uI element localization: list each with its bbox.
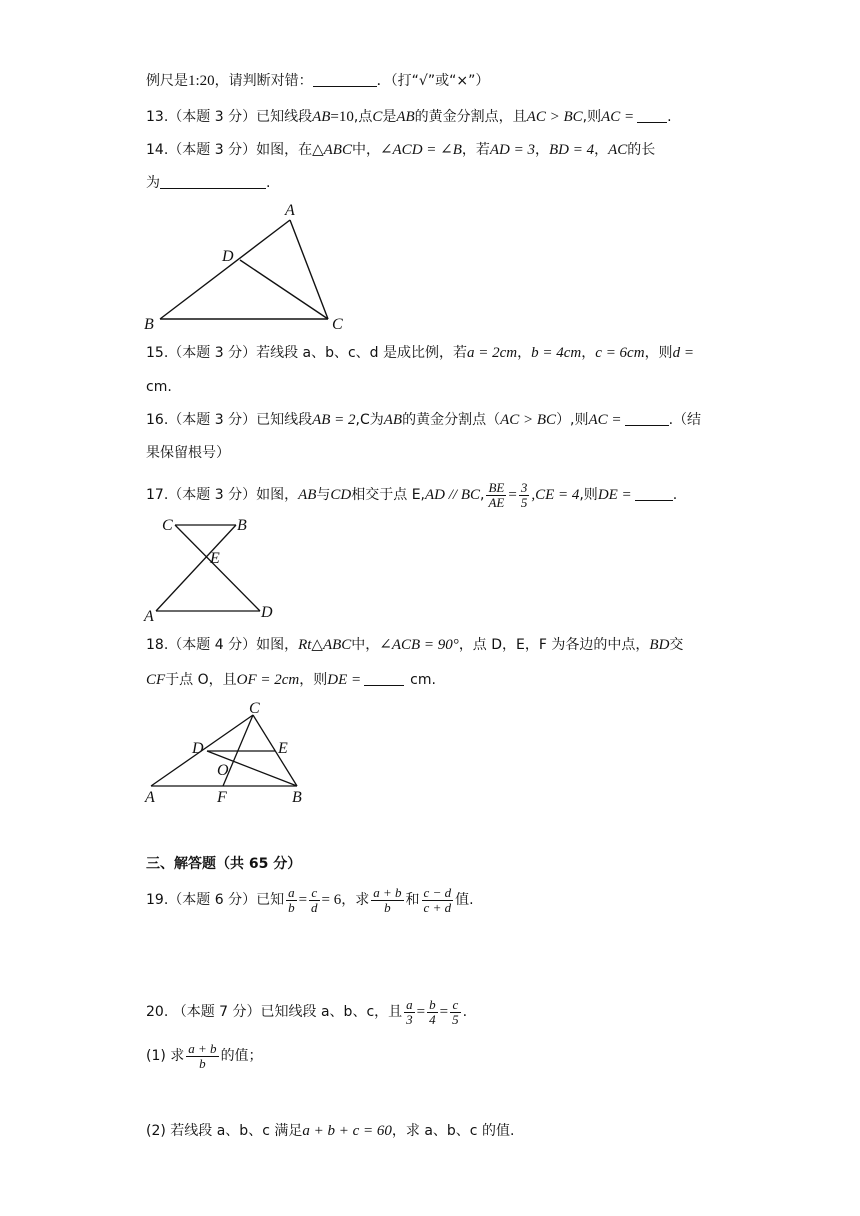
q15-text: ， [517,345,532,361]
q18-answer-blank[interactable] [364,671,404,686]
q20-fraction [427,998,438,1027]
q17-text: , [480,487,485,503]
q18-label-a: A [145,789,155,806]
q15-math: b = 4cm [531,345,582,361]
q20-frac-den: 3 [406,1011,413,1027]
q12-text: 例尺是 [146,73,188,89]
q14-label-a: A [285,202,295,219]
q19-frac-den: c + d [423,899,452,915]
q14-math: BD = 4 [549,142,595,158]
q20-frac-num: a [406,996,413,1012]
q15-line2 [146,376,172,398]
q19-math: = 6 [321,892,342,908]
q16-math: AB = 2 [312,412,356,428]
q19-frac-num: a [288,884,295,900]
q14-label-d: D [222,248,234,265]
q19-frac-den: b [384,899,391,915]
q15-math: d = [672,345,694,361]
q16-text: ,C为 [355,412,384,428]
q18-label-d: D [192,740,204,757]
q14-triangle-diagram [140,198,360,338]
q16-math: AC = [588,412,622,428]
q18-right-triangle-diagram [140,698,320,808]
q15-line [146,342,694,364]
q20-math: a + b + c = 60 [302,1123,392,1139]
q17-crossing-lines-diagram [140,514,290,624]
q20-part2-prefix: (2) 若线段 a、b、c 满足 [146,1123,303,1139]
q20-part2 [146,1120,514,1142]
q15-unit: cm. [146,379,172,395]
q20-text: . [462,1004,468,1020]
q19-fraction [371,886,403,915]
q14-figure [140,198,360,338]
q18-math: BD [649,637,670,653]
q18-label-o: O [217,762,229,779]
q19-text: 和 [405,892,420,908]
q17-text: . [672,487,678,503]
q17-label-c: C [162,517,173,534]
q20-text: ，求 a、b、c 的值. [391,1123,515,1139]
q17-math: DE = [597,487,632,503]
q17-frac-den: AE [488,494,505,510]
q15-prefix: 15.（本题 3 分）若线段 a、b、c、d 是成比例，若 [146,345,468,361]
q20-fraction [450,998,461,1027]
q18-text: 中， [351,637,380,653]
q17-fraction-be-ae [486,481,506,510]
q17-line [146,475,677,515]
q12-text: ．（打“√”或“×”） [376,73,490,89]
q17-answer-blank[interactable] [635,486,673,501]
q19-prefix: 19.（本题 6 分）已知 [146,892,285,908]
q19-fraction [422,886,454,915]
q16-text: 的黄金分割点（ [402,412,501,428]
q14-line [146,139,655,161]
q17-math: AB [298,487,317,503]
q17-label-d: D [261,604,273,621]
section-title: 三、解答题（共 65 分） [146,856,302,872]
q13-math: AC > BC [526,109,583,125]
q16-prefix: 16.（本题 3 分）已知线段 [146,412,313,428]
q20-text: 的值； [220,1048,263,1064]
q17-math: AD // BC [425,487,480,503]
q20-frac-den: 5 [452,1011,459,1027]
q12-answer-blank[interactable] [313,72,377,87]
q19-frac-num: a + b [373,884,402,900]
q14-math: ∠ACD = ∠B [379,142,462,158]
q14-label-c: C [332,316,343,333]
q17-frac-den: 5 [520,494,528,510]
q13-text: 的黄金分割点，且 [414,109,527,125]
q17-prefix: 17.（本题 3 分）如图， [146,487,299,503]
q18-math: ∠ACB = 90° [379,637,459,653]
q14-label-b: B [144,316,154,333]
q17-label-e: E [210,550,220,567]
q12-text: ，请判断对错： [214,73,313,89]
q13-answer-blank[interactable] [637,108,667,123]
q14-answer-blank[interactable] [160,174,266,189]
q13-math: =10 [330,109,354,125]
q20-part1 [146,1036,263,1076]
q17-text: ,则 [579,487,598,503]
q19-frac-num: c − d [423,884,452,900]
q17-label-a: A [144,608,154,624]
q16-text: ）,则 [556,412,589,428]
q17-frac-num: BE [488,479,505,495]
q18-text: 于点 O，且 [165,672,237,688]
q17-frac-num: 3 [520,479,528,495]
q17-figure [140,514,290,624]
q18-line2 [146,669,436,691]
q20-frac-num: c [450,998,461,1013]
q18-text: 交 [669,637,684,653]
q14-line2 [146,172,270,194]
q14-text: . [266,175,271,191]
q20-frac-den: 4 [429,1011,436,1027]
q14-text: ， [594,142,609,158]
q16-line2 [146,442,230,464]
q17-text: 相交于点 E, [351,487,425,503]
q18-figure [140,698,320,808]
q19-text: ，求 [341,892,370,908]
q13-math: AB [396,109,415,125]
q19-frac-num: c [309,886,320,901]
q16-line [146,409,701,431]
q14-prefix: 14.（本题 3 分）如图，在 [146,142,313,158]
q14-text: 为 [146,175,160,191]
q17-math: = [508,487,517,503]
q13-line [146,106,672,128]
q20-frac-den: b [199,1055,206,1071]
q18-line [146,634,683,656]
q17-text: 与 [316,487,331,503]
q12-ratio: 1:20 [188,73,215,89]
q19-frac-den: b [288,899,295,915]
q20-part1-prefix: (1) 求 [146,1048,185,1064]
q20-math: = [439,1004,449,1020]
q14-text: ， [535,142,549,158]
q16-text: .（结 [668,412,702,428]
q17-fraction-3-5 [519,481,530,510]
q18-math: OF = 2cm [236,672,300,688]
q13-text: 是 [382,109,397,125]
q19-fraction [309,886,320,915]
q17-math: CD [330,487,352,503]
q19-fraction [286,886,297,915]
q20-fraction [404,998,415,1027]
q16-math: AB [383,412,403,428]
q15-math: a = 2cm [467,345,518,361]
q13-text: . [667,109,672,125]
q18-math: Rt△ABC [298,637,352,653]
q20-prefix: 20. （本题 7 分）已知线段 a、b、c，且 [146,1004,403,1020]
q18-label-c: C [249,700,260,717]
q18-label-f: F [217,789,227,806]
q18-math: DE = [327,672,362,688]
q14-text: ，若 [461,142,490,158]
q14-math: △ABC [312,142,352,158]
q18-math: CF [146,672,166,688]
q15-text: ， [581,345,596,361]
q20-frac-num: a + b [188,1040,217,1056]
q12-tail-line [146,70,489,92]
q13-math: AB [312,109,331,125]
q18-unit: cm. [410,672,436,688]
q20-line [146,992,467,1032]
q19-frac-den: d [311,899,318,915]
q17-label-b: B [237,517,247,534]
q14-math: AC [608,142,628,158]
q13-prefix: 13.（本题 3 分）已知线段 [146,109,313,125]
q16-text: 果保留根号） [146,445,230,461]
q14-text: 的长 [627,142,656,158]
q19-math: = [298,892,308,908]
q16-answer-blank[interactable] [625,411,669,426]
q19-text: 值. [455,892,474,908]
q20-frac-num: b [429,996,436,1012]
q20-math: = [416,1004,426,1020]
q16-math: AC > BC [500,412,557,428]
q15-text: ，则 [644,345,673,361]
q18-label-b: B [292,789,302,806]
q20-part1-fraction [186,1042,218,1071]
q17-math: ,CE = 4 [531,487,580,503]
q13-text: ,则 [582,109,602,125]
q18-text: ，则 [299,672,328,688]
q13-math: AC = [601,109,635,125]
q15-math: c = 6cm [595,345,645,361]
q14-text: 中， [351,142,380,158]
q14-math: AD = 3 [489,142,535,158]
q13-text: ,点 [353,109,373,125]
q13-math: C [372,109,383,125]
q18-text: ，点 D，E，F 为各边的中点， [458,637,650,653]
q18-label-e: E [278,740,288,757]
q18-prefix: 18.（本题 4 分）如图， [146,637,299,653]
q19-line [146,880,474,920]
